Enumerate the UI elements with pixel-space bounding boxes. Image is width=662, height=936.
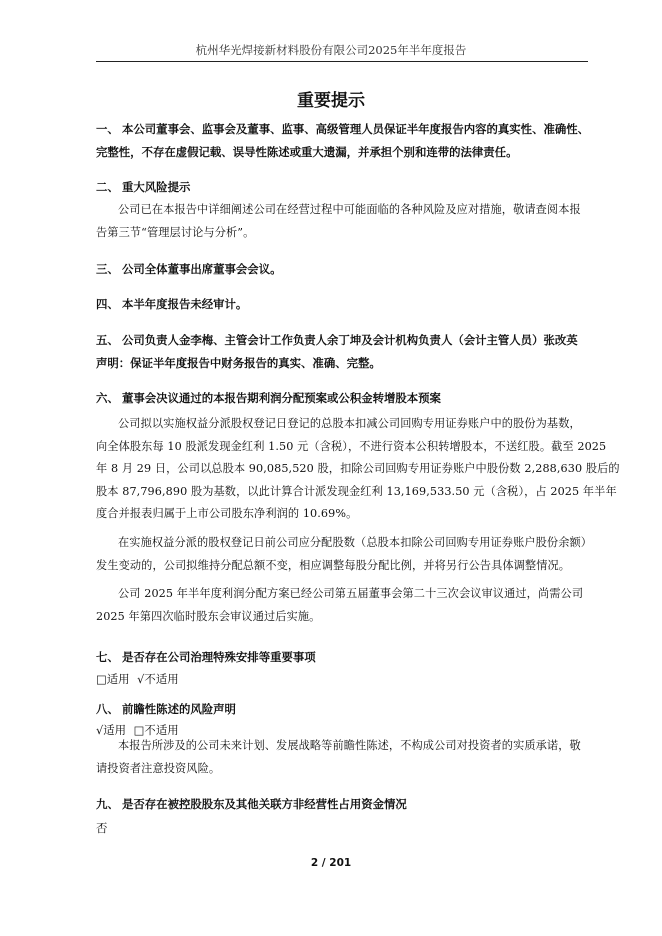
body-line: 公司已在本报告中详细阐述公司在经营过程中可能面临的各种风险及应对措施，敬请查阅本报	[118, 203, 581, 216]
section-title-line: 本公司董事会、监事会及董事、监事、高级管理人员保证半年度报告内容的真实性、准确性、	[122, 122, 590, 136]
section-4	[96, 293, 596, 316]
body-line: 发生变动的，公司拟维持分配总额不变，相应调整每股分配比例，并将另行公告具体调整情况。	[96, 558, 571, 572]
body-line: 告第三节“管理层讨论与分析”。	[96, 225, 255, 239]
section-8-heading	[96, 698, 596, 721]
section-number: 六、	[96, 391, 119, 405]
option-applicable: □适用	[96, 672, 130, 686]
body-line: 度合并报表归属于上市公司股东净利润的 10.69%。	[96, 507, 358, 520]
section-title: 董事会决议通过的本报告期利润分配预案或公积金转增股本预案	[122, 391, 441, 405]
section-title: 本半年度报告未经审计。	[122, 297, 248, 311]
section-8-body	[96, 735, 600, 780]
section-2-body	[96, 199, 600, 244]
section-number: 五、	[96, 333, 119, 347]
report-header-title: 杭州华光焊接新材料股份有限公司2025年半年度报告	[195, 43, 467, 57]
option-not-applicable: □不适用	[133, 723, 179, 737]
section-7-options	[96, 669, 183, 689]
section-number: 七、	[96, 650, 119, 664]
section-number: 九、	[96, 797, 119, 811]
section-3	[96, 258, 596, 281]
page-title: 重要提示	[297, 91, 365, 111]
body-line: 本报告所涉及的公司未来计划、发展战略等前瞻性陈述，不构成公司对投资者的实质承诺，敬	[118, 739, 581, 752]
section-6-heading	[96, 387, 596, 410]
option-applicable: √适用	[96, 723, 127, 737]
body-line: 请投资者注意投资风险。	[96, 761, 221, 775]
section-number: 二、	[96, 180, 119, 194]
body-line: 公司 2025 年半年度利润分配方案已经公司第五届董事会第二十三次会议审议通过，尚需公司	[118, 587, 584, 600]
page-number: 2 / 201	[310, 857, 352, 869]
body-line: 在实施权益分派的股权登记日前公司应分配股数（总股本扣除公司回购专用证券账户股份余额）	[118, 536, 593, 549]
section-6-paragraph-1	[96, 413, 620, 526]
section-title: 是否存在被控股股东及其他关联方非经营性占用资金情况	[122, 797, 407, 811]
body-line: 股本 87,796,890 股为基数，以此计算合计派发现金红利 13,169,533.50 元（含税），占 2025 年半年	[96, 484, 617, 498]
section-number: 三、	[96, 262, 119, 276]
section-title: 重大风险提示	[122, 180, 191, 194]
section-2-heading	[96, 176, 596, 199]
section-title-line: 完整性，不存在虚假记载、误导性陈述或重大遗漏，并承担个别和连带的法律责任。	[96, 145, 518, 159]
section-title: 是否存在公司治理特殊安排等重要事项	[122, 650, 316, 664]
section-6-paragraph-2	[96, 532, 600, 577]
section-9-heading	[96, 793, 596, 816]
section-title-line: 声明：保证半年度报告中财务报告的真实、准确、完整。	[96, 356, 381, 370]
section-7-heading	[96, 646, 596, 669]
section-1	[96, 118, 596, 164]
section-title: 前瞻性陈述的风险声明	[122, 702, 236, 716]
section-6-paragraph-3	[96, 583, 600, 628]
section-title-line: 公司负责人金李梅、主管会计工作负责人余丁坤及会计机构负责人（会计主管人员）张改英	[122, 333, 578, 347]
header-divider	[96, 61, 588, 62]
section-title: 公司全体董事出席董事会会议。	[122, 262, 282, 276]
body-line: 年 8 月 29 日，公司以总股本 90,085,520 股，扣除公司回购专用证券账户中股份数 2,288,630 股后的	[96, 462, 620, 475]
body-line: 公司拟以实施权益分派股权登记日登记的总股本扣减公司回购专用证券账户中的股份为基数，	[118, 417, 581, 430]
body-line: 2025 年第四次临时股东会审议通过后实施。	[96, 609, 321, 623]
option-not-applicable: √不适用	[137, 672, 179, 686]
section-5	[96, 329, 596, 375]
section-9-answer: 否	[96, 821, 108, 835]
section-number: 一、	[96, 122, 119, 136]
body-line: 向全体股东每 10 股派发现金红利 1.50 元（含税），不进行资本公积转增股本，不送红股。截至 2025	[96, 439, 607, 453]
section-number: 四、	[96, 297, 119, 311]
section-number: 八、	[96, 702, 119, 716]
